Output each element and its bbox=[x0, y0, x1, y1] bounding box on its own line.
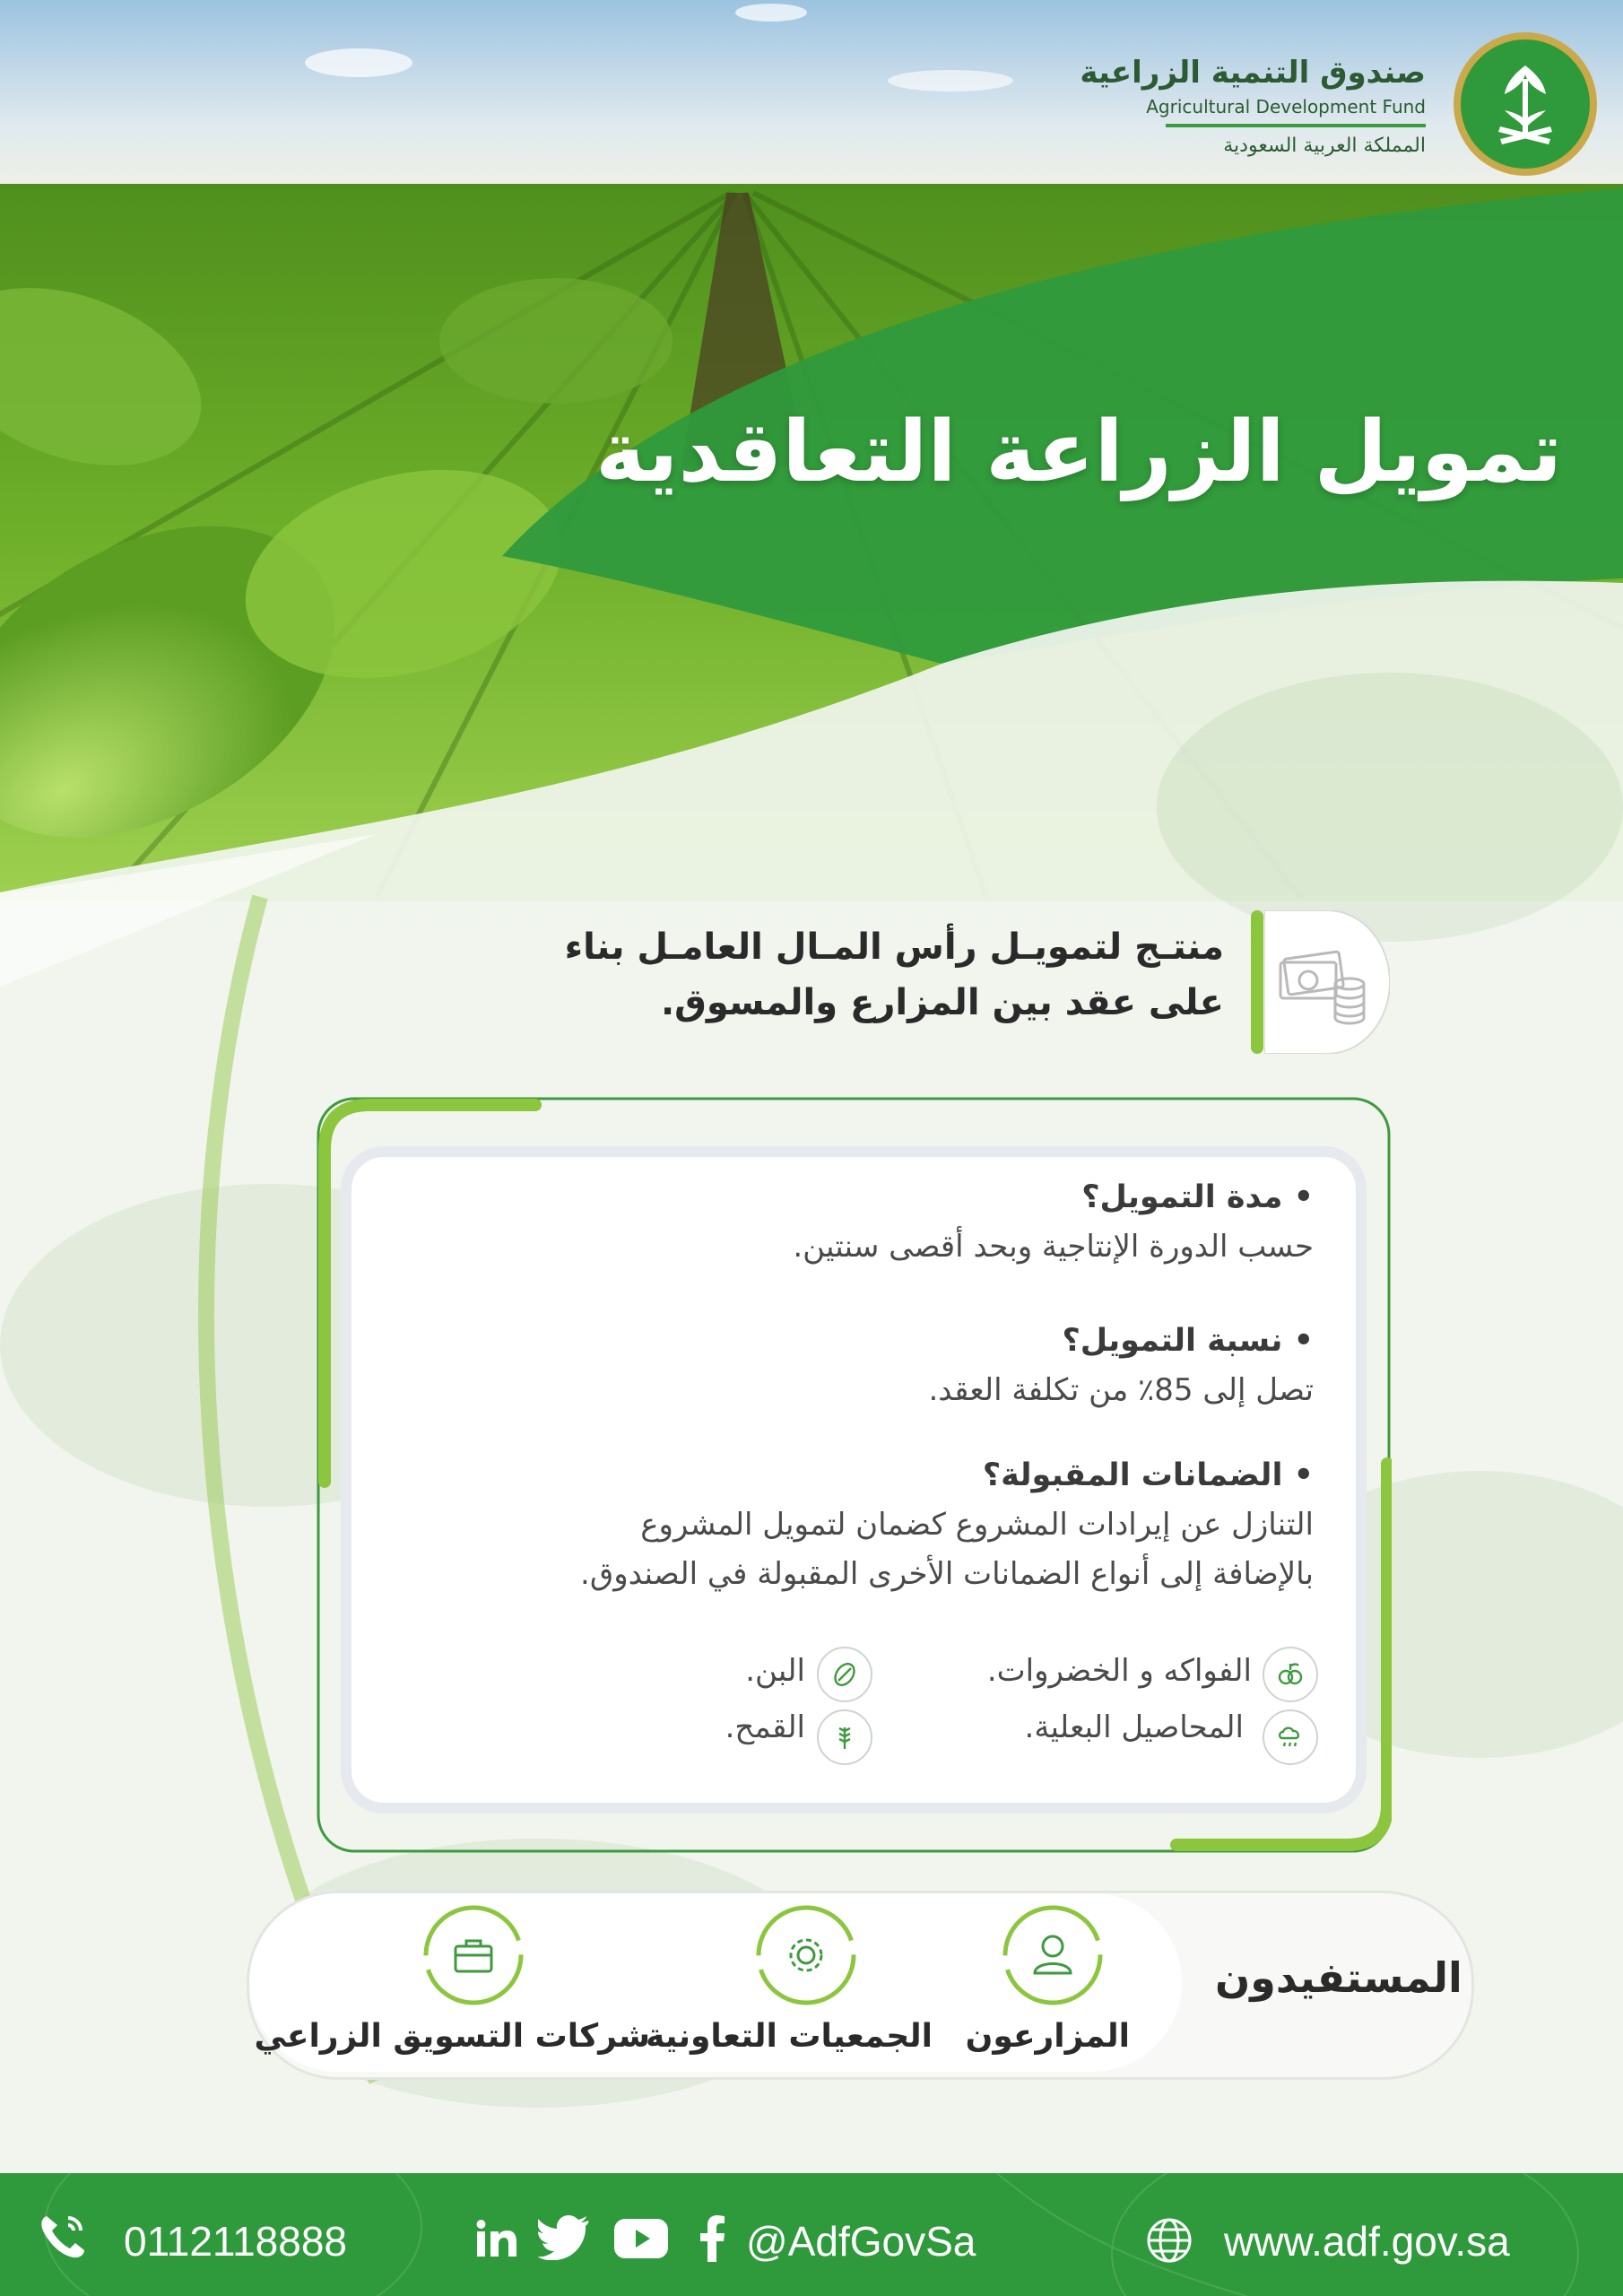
logo-text bbox=[1080, 52, 1426, 160]
ratio-answer: تصل إلى 85٪ من تكلفة العقد. bbox=[928, 1372, 1314, 1408]
ratio-question: • نسبة التمويل؟ bbox=[1062, 1323, 1314, 1359]
crop-wheat: القمح. bbox=[725, 1709, 805, 1745]
twitter-icon[interactable] bbox=[538, 2215, 590, 2264]
guarantees-answer-line-2: بالإضافة إلى أنواع الضمانات الأخرى المقبولة في الصندوق. bbox=[580, 1556, 1314, 1592]
logo-emblem bbox=[1451, 30, 1600, 178]
phone-number[interactable]: 0112118888 bbox=[124, 2218, 348, 2265]
money-icon bbox=[1264, 910, 1390, 1054]
gear-icon bbox=[756, 1905, 856, 2005]
intro-accent-bar bbox=[1251, 910, 1263, 1054]
guarantees-question: • الضمانات المقبولة؟ bbox=[982, 1457, 1314, 1493]
globe-icon bbox=[1146, 2217, 1193, 2267]
crop-fruits-vegetables: الفواكه و الخضروات. bbox=[986, 1653, 1252, 1689]
beneficiary-farmers: المزارعون bbox=[965, 2018, 1130, 2055]
website-link[interactable]: www.adf.gov.sa bbox=[1224, 2218, 1510, 2265]
duration-question: • مدة التمويل؟ bbox=[1081, 1179, 1314, 1215]
intro-text bbox=[565, 919, 1224, 1031]
linkedin-icon[interactable] bbox=[475, 2219, 518, 2262]
facebook-icon[interactable] bbox=[699, 2215, 726, 2266]
crop-coffee: البن. bbox=[745, 1653, 805, 1689]
page-title: تمويل الزراعة التعاقدية bbox=[595, 404, 1562, 501]
youtube-icon[interactable] bbox=[614, 2219, 668, 2262]
fruits-vegetables-icon bbox=[1263, 1647, 1318, 1702]
fund-name-english: Agricultural Development Fund bbox=[1146, 96, 1426, 117]
beneficiary-marketing-companies: شركات التسويق الزراعي bbox=[254, 2018, 650, 2055]
duration-answer: حسب الدورة الإنتاجية وبحد أقصى سنتين. bbox=[793, 1229, 1314, 1265]
farmer-icon bbox=[1002, 1905, 1103, 2005]
guarantees-answer-line-1: التنازل عن إيرادات المشروع كضمان لتمويل المشروع bbox=[640, 1507, 1314, 1543]
beneficiaries-title: المستفيدون bbox=[1215, 1953, 1462, 2002]
coffee-bean-icon bbox=[817, 1647, 872, 1702]
phone-icon bbox=[38, 2211, 91, 2265]
intro-line-2: على عقد بين المزارع والمسوق. bbox=[660, 982, 1224, 1023]
social-handle[interactable]: @AdfGovSa bbox=[746, 2218, 976, 2265]
rain-crops-icon bbox=[1263, 1709, 1318, 1765]
logo-divider bbox=[1166, 124, 1426, 127]
beneficiary-cooperatives: الجمعيات التعاونية bbox=[646, 2018, 933, 2055]
crop-rain-fed: المحاصيل البعلية. bbox=[1024, 1709, 1244, 1745]
wheat-icon bbox=[817, 1709, 872, 1765]
palm-emblem-icon bbox=[1451, 30, 1600, 178]
intro-line-1: منتـج لتمويـل رأس المـال العامـل بناء bbox=[564, 926, 1224, 968]
fund-name-arabic: صندوق التنمية الزراعية bbox=[1080, 55, 1426, 91]
briefcase-icon bbox=[423, 1905, 524, 2005]
country-name: المملكة العربية السعودية bbox=[1223, 135, 1426, 157]
